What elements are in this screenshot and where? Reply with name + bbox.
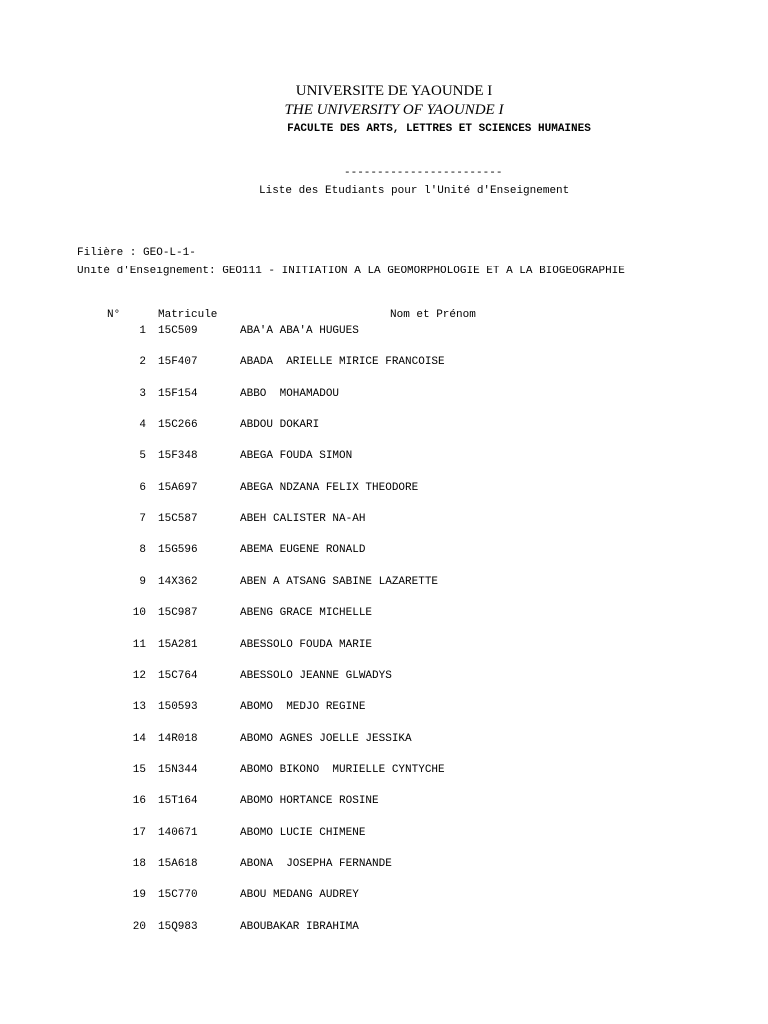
row-matricule: 15C987 [158,607,198,620]
row-number: 12 [132,669,146,682]
column-header-no: N° [107,309,121,321]
row-number: 16 [132,795,146,808]
row-nom: ABEGA NDZANA FELIX THEODORE [240,481,419,494]
row-matricule: 15C509 [158,325,198,337]
row-nom: ABOMO MEDJO REGINE [240,701,366,714]
row-matricule: 15Q983 [158,920,198,933]
table-row [0,420,768,434]
row-number: 13 [132,701,146,714]
row-matricule: 15A697 [158,481,198,494]
table-row [0,859,768,873]
row-number: 7 [139,513,146,526]
row-number: 17 [132,826,146,839]
row-nom: ABESSOLO FOUDA MARIE [240,638,373,651]
table-row [0,514,768,528]
row-matricule: 15T164 [158,795,198,808]
table-row [0,545,768,559]
filiere-line: Filière : GEO-L-1- [77,247,196,259]
row-matricule: 15G596 [158,544,198,557]
row-nom: ABEMA EUGENE RONALD [240,544,366,557]
row-number: 1 [139,325,146,337]
table-row [0,326,768,340]
table-row [0,922,768,936]
row-number: 8 [139,544,146,557]
row-matricule: 150593 [158,701,198,714]
row-matricule: 15A281 [158,638,198,651]
table-row [0,890,768,904]
row-nom: ABOMO LUCIE CHIMENE [240,826,366,839]
row-nom: ABONA JOSEPHA FERNANDE [240,857,392,870]
university-name-en: THE UNIVERSITY OF YAOUNDE I [284,102,504,118]
row-number: 19 [132,889,146,902]
row-nom: ABOMO HORTANCE ROSINE [240,795,379,808]
table-row [0,765,768,779]
faculty-name: FACULTE DES ARTS, LETTRES ET SCIENCES HUMAINES [287,123,591,135]
table-row [0,357,768,371]
column-header-nom: Nom et Prénom [390,309,476,321]
unite-line: Unité d'Enseignement: GEO111 - INITIATION À LA GÉOMORPHOLOGIE ET À LA BIOGÉOGRAPHIE [77,266,625,277]
row-matricule: 15C770 [158,889,198,902]
row-number: 18 [132,857,146,870]
row-nom: ABOUBAKAR IBRAHIMA [240,920,359,933]
university-name-fr: UNIVERSITE DE YAOUNDE I [295,83,493,99]
row-matricule: 15F154 [158,387,198,400]
row-number: 3 [139,387,146,400]
row-number: 9 [139,575,146,588]
row-nom: ABOMO BIKONO MURIELLE CYNTYCHE [240,763,445,776]
row-nom: ABBO MOHAMADOU [240,387,340,400]
row-number: 4 [139,419,146,432]
row-nom: ABADA ARIELLE MIRICE FRANCOISE [240,356,445,369]
row-matricule: 15C764 [158,669,198,682]
row-matricule: 15C266 [158,419,198,432]
table-row [0,640,768,654]
row-number: 10 [132,607,146,620]
row-nom: ABENG GRACE MICHELLE [240,607,373,620]
row-number: 15 [132,763,146,776]
row-matricule: 14X362 [158,575,198,588]
row-nom: ABEGA FOUDA SIMON [240,450,353,463]
row-number: 5 [139,450,146,463]
row-nom: ABOU MEDANG AUDREY [240,889,359,902]
table-row [0,796,768,810]
column-header-matricule: Matricule [158,309,218,321]
table-row [0,483,768,497]
separator-line: ------------------------ [344,167,503,179]
row-number: 11 [132,638,146,651]
table-row [0,734,768,748]
table-row [0,702,768,716]
table-row [0,828,768,842]
row-matricule: 15F407 [158,356,198,369]
row-matricule: 15F348 [158,450,198,463]
row-matricule: 140671 [158,826,198,839]
row-matricule: 15C587 [158,513,198,526]
row-nom: ABEH CALISTER NA-AH [240,513,366,526]
table-row [0,671,768,685]
row-matricule: 14R018 [158,732,198,745]
row-nom: ABEN A ATSANG SABINE LAZARETTE [240,575,439,588]
row-number: 6 [139,481,146,494]
row-number: 14 [132,732,146,745]
table-row [0,389,768,403]
table-row [0,608,768,622]
row-nom: ABOMO AGNES JOELLE JESSIKA [240,732,412,745]
table-row [0,451,768,465]
row-number: 20 [132,920,146,933]
table-row [0,577,768,591]
row-number: 2 [139,356,146,369]
row-matricule: 15A618 [158,857,198,870]
list-title: Liste des Etudiants pour l'Unité d'Enseignement [259,185,570,197]
row-nom: ABDOU DOKARI [240,419,320,432]
row-nom: ABA'A ABA'A HUGUES [240,325,359,337]
row-matricule: 15N344 [158,763,198,776]
row-nom: ABESSOLO JEANNE GLWADYS [240,669,392,682]
